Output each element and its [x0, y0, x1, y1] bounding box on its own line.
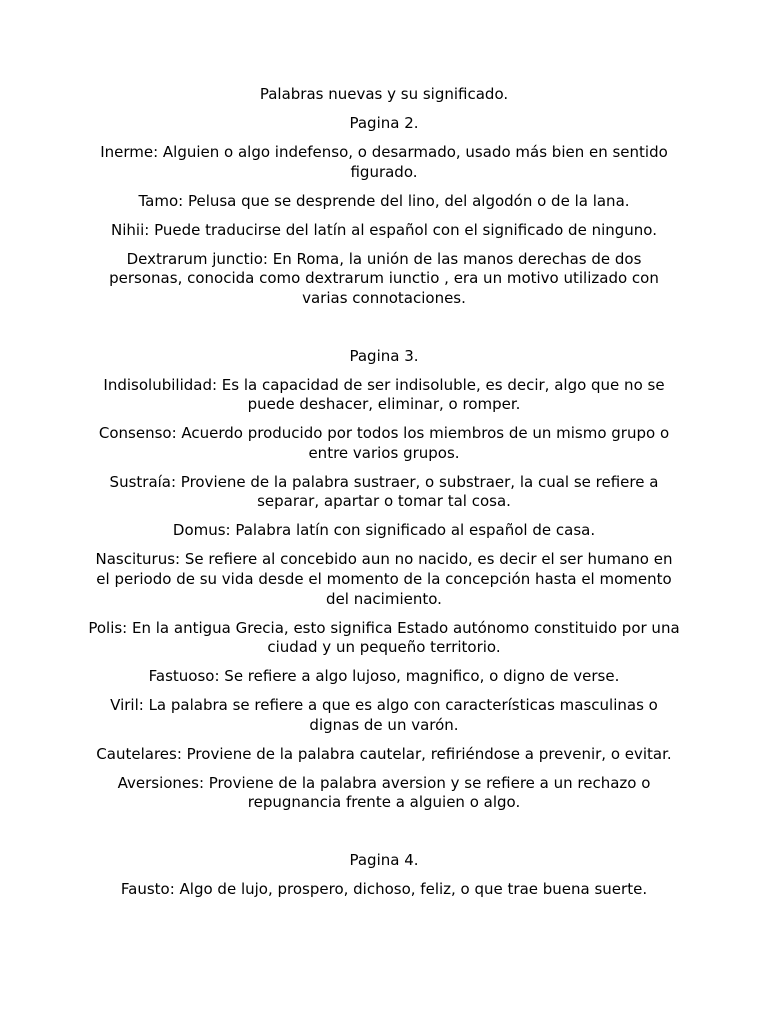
- entry-inerme: Inerme: Alguien o algo indefenso, o desarmado, usado más bien en sentido figurado.: [100, 142, 668, 181]
- entry-fausto: Fausto: Algo de lujo, prospero, dichoso, feliz, o que trae buena suerte.: [120, 880, 648, 899]
- entry-consenso: Consenso: Acuerdo producido por todos los miembros de un mismo grupo o entre varios grupos.: [98, 424, 670, 462]
- entry-polis: Polis: En la antigua Grecia, esto significa Estado autónomo constituido por una ciudad y un pequeño territorio.: [88, 618, 680, 657]
- section-heading-pagina-4: Pagina 4.: [349, 851, 419, 870]
- entry-nasciturus: Nasciturus: Se refiere al concebido aun no nacido, es decir el ser humano en el periodo de su vida desde el momento de la concepción hasta el momento del nacimiento.: [95, 550, 673, 608]
- entry-cautelares: Cautelares: Proviene de la palabra cautelar, refiriéndose a prevenir, o evitar.: [96, 744, 672, 763]
- section-spacer: [88, 318, 680, 347]
- section-heading-pagina-3: Pagina 3.: [349, 346, 419, 365]
- entry-nihii: Nihii: Puede traducirse del latín al español con el significado de ninguno.: [111, 220, 657, 239]
- entry-dextrarum-junctio: Dextrarum junctio: En Roma, la unión de las manos derechas de dos personas, conocida como dextrarum iunctio , era un motivo utilizado con varias connotaciones.: [109, 249, 659, 307]
- section-spacer: [88, 822, 680, 851]
- entry-aversiones: Aversiones: Proviene de la palabra aversion y se refiere a un rechazo o repugnancia frente a alguien o algo.: [117, 773, 651, 812]
- entry-sustraia: Sustraía: Proviene de la palabra sustraer, o substraer, la cual se refiere a separar, apartar o tomar tal cosa.: [109, 472, 659, 511]
- document-page: [88, 85, 680, 909]
- section-heading-pagina-2: Pagina 2.: [349, 113, 419, 132]
- entry-viril: Viril: La palabra se refiere a que es algo con características masculinas o dignas de un varón.: [110, 696, 658, 734]
- entry-indisolubilidad: Indisolubilidad: Es la capacidad de ser indisoluble, es decir, algo que no se puede deshacer, eliminar, o romper.: [103, 375, 665, 414]
- document-title: Palabras nuevas y su significado.: [259, 85, 509, 103]
- entry-domus: Domus: Palabra latín con significado al español de casa.: [172, 521, 596, 540]
- entry-fastuoso: Fastuoso: Se refiere a algo lujoso, magnifico, o digno de verse.: [148, 667, 620, 686]
- entry-tamo: Tamo: Pelusa que se desprende del lino, del algodón o de la lana.: [138, 191, 630, 210]
